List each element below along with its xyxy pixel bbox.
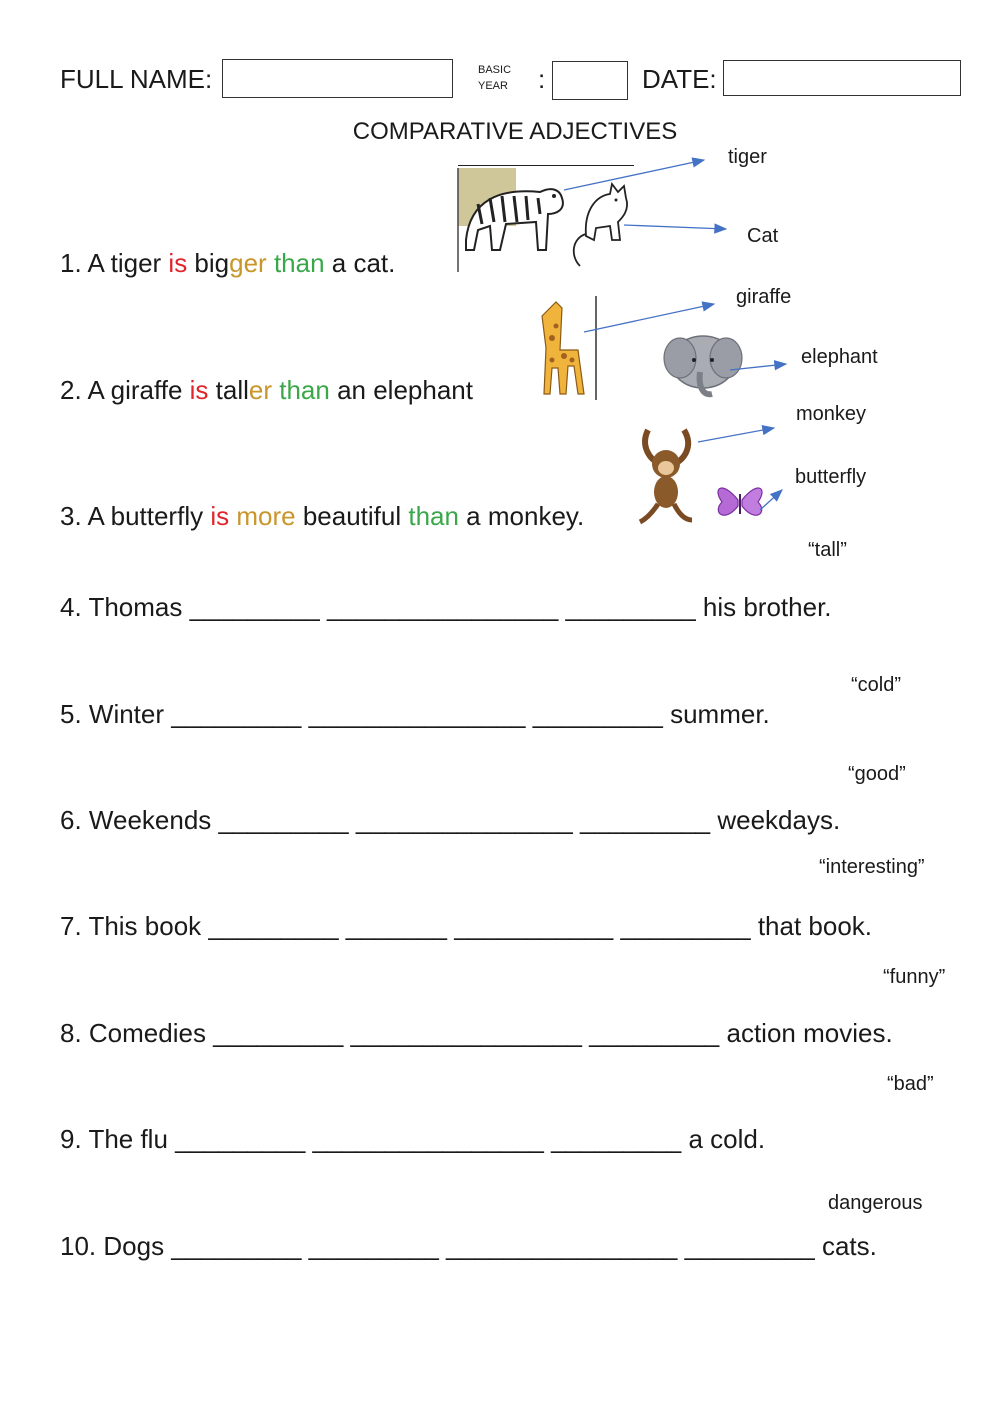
exercise-10[interactable]: 10. Dogs _________ _________ ________________ _________ cats. — [60, 1231, 877, 1261]
hint-4: “tall” — [808, 539, 847, 561]
label-cat: Cat — [747, 225, 779, 247]
giraffe-picture — [542, 296, 596, 400]
exercise-7[interactable]: 7. This book _________ _______ ___________ _________ that book. — [60, 911, 873, 941]
basic-year-colon: : — [538, 64, 546, 94]
exercise-8[interactable]: 8. Comedies _________ ________________ _________ action movies. — [60, 1018, 893, 1048]
hint-10: dangerous — [828, 1192, 923, 1214]
hint-7: “interesting” — [819, 856, 925, 878]
label-elephant: elephant — [801, 346, 878, 368]
label-butterfly: butterfly — [795, 466, 867, 488]
exercise-6[interactable]: 6. Weekends _________ _______________ _________ weekdays. — [60, 805, 841, 835]
verb-is: is — [189, 375, 209, 405]
verb-is: is — [210, 501, 230, 531]
comparative-more: more — [236, 501, 296, 531]
hint-5: “cold” — [851, 674, 902, 696]
example-sentence-1: 1. A tiger is bigger than a cat. — [60, 248, 396, 278]
date-label: DATE: — [642, 64, 717, 94]
tiger-picture — [458, 168, 563, 272]
exercise-4[interactable]: 4. Thomas _________ ________________ _________ his brother. — [60, 592, 832, 622]
hint-9: “bad” — [887, 1073, 934, 1095]
exercise-9[interactable]: 9. The flu _________ ________________ _________ a cold. — [60, 1124, 766, 1154]
label-monkey: monkey — [796, 403, 867, 425]
hint-6: “good” — [848, 763, 906, 785]
comparative-suffix: er — [248, 375, 272, 405]
hint-8: “funny” — [883, 966, 946, 988]
basic-year-label: BASIC YEAR — [478, 64, 512, 92]
full-name-label: FULL NAME: — [60, 64, 213, 94]
butterfly-picture — [718, 488, 762, 515]
page-title: COMPARATIVE ADJECTIVES — [352, 118, 678, 145]
example-sentence-2: 2. A giraffe is taller than an elephant — [60, 375, 473, 405]
label-tiger: tiger — [728, 146, 767, 168]
example-sentence-3: 3. A butterfly is more beautiful than a monkey. — [60, 501, 585, 531]
comparative-suffix: ger — [229, 248, 267, 278]
elephant-picture — [664, 336, 742, 394]
monkey-picture — [640, 430, 692, 522]
than-word: than — [408, 501, 459, 531]
than-word: than — [279, 375, 330, 405]
cat-picture — [574, 184, 627, 266]
label-giraffe: giraffe — [736, 286, 792, 308]
verb-is: is — [168, 248, 188, 278]
exercise-5[interactable]: 5. Winter _________ _______________ _________ summer. — [60, 699, 770, 729]
than-word: than — [273, 248, 325, 278]
